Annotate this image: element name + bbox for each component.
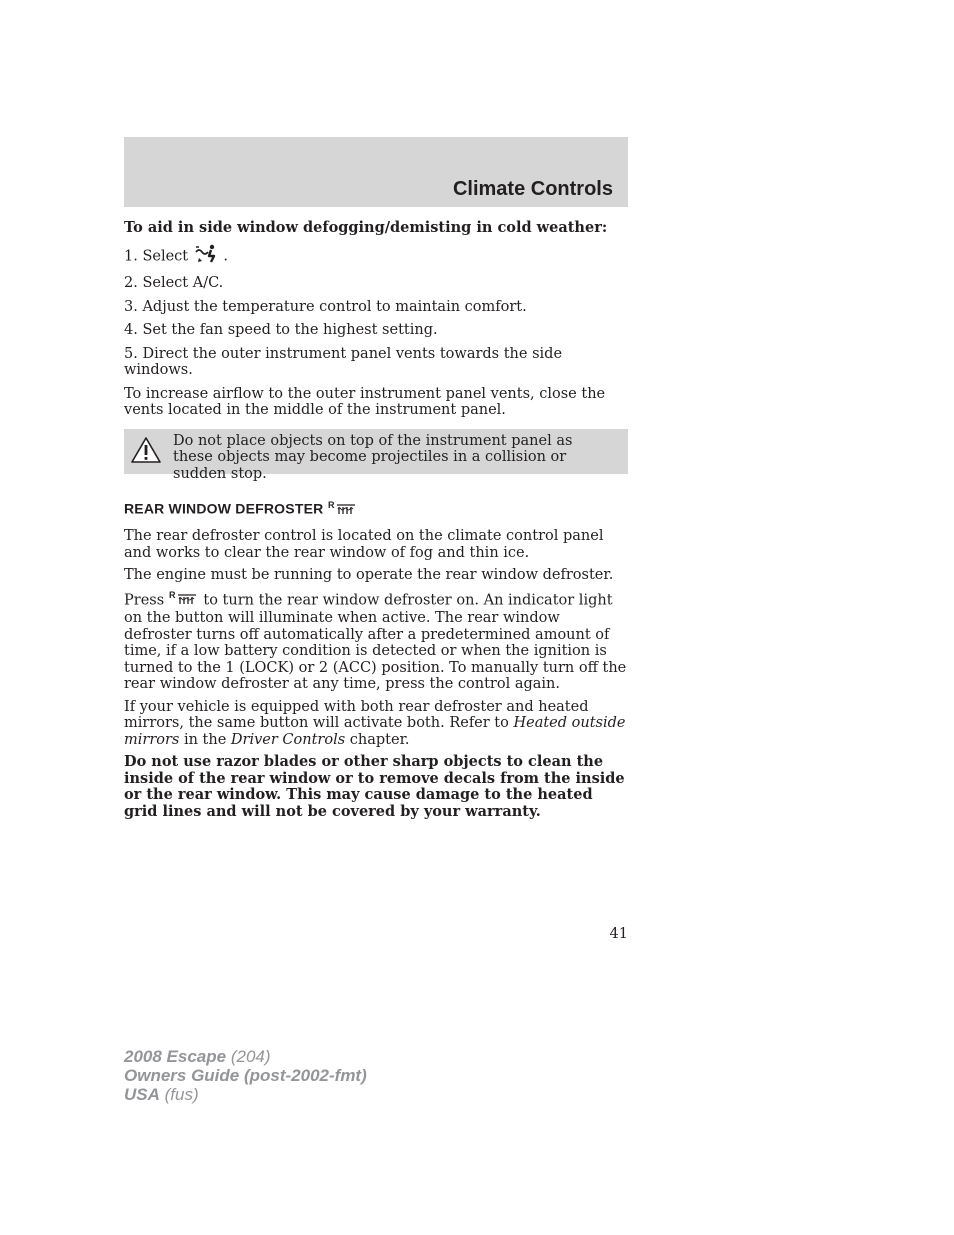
mirrors-text-a: If your vehicle is equipped with both rear defroster and heated mirrors, the same button will activate both. Refer to [124, 698, 589, 731]
defog-step-3: 3. Adjust the temperature control to maintain comfort. [124, 298, 527, 315]
rear-defrost-button-icon [169, 590, 199, 611]
footer-line-1 [124, 1047, 367, 1066]
driver-controls-reference: Driver Controls [230, 731, 346, 748]
section-heading-rear-defroster [124, 500, 628, 520]
defog-step-2: 2. Select A/C. [124, 275, 224, 291]
section-heading-text: REAR WINDOW DEFROSTER [124, 499, 324, 516]
step-1-prefix: 1. Select [124, 247, 189, 264]
footer-model-code: (204) [230, 1047, 271, 1066]
step-1-suffix: . [223, 247, 228, 264]
operation-text: to turn the rear window defroster on. An indicator light on the button will illuminate when active. The rear window defroster turns off automatically after a predetermined amount of time, if a low battery condition is detected or when the ignition is turned to the 1 (LOCK) or 2 (ACC) position. To manually turn off the rear window defroster at any time, press the control again. [124, 591, 627, 692]
rear-defrost-button-icon-letter: R [168, 589, 176, 600]
footer-line-2 [124, 1066, 367, 1085]
defog-lead: To aid in side window defogging/demisting in cold weather: [124, 219, 608, 236]
rear-defroster-location: The rear defroster control is located on the climate control panel and works to clear the rear window of fog and thin ice. [124, 528, 604, 561]
defog-step-1 [124, 244, 628, 269]
rear-defroster-engine-note: The engine must be running to operate the rear window defroster. [124, 567, 614, 583]
press-word: Press [124, 591, 165, 608]
footer-model: 2008 Escape [124, 1047, 227, 1066]
page-number: 41 [609, 926, 628, 942]
warning-text: Do not place objects on top of the instrument panel as these objects may become projectiles in a collision or sudden stop. [173, 432, 573, 482]
footer-guide: Owners Guide (post-2002-fmt) [124, 1066, 367, 1085]
heated-mirrors-reference: Heated outside mirrors [124, 715, 626, 748]
content [124, 220, 628, 826]
warning-triangle-icon [130, 436, 162, 469]
defog-step-4: 4. Set the fan speed to the highest setting. [124, 322, 438, 338]
mirrors-text-c: chapter. [349, 731, 410, 748]
rear-defroster-mirrors-note [124, 699, 628, 749]
rear-defrost-icon [328, 500, 358, 520]
razor-blade-caution: Do not use razor blades or other sharp objects to clean the inside of the rear window or to remove decals from the inside or the rear window. This may cause damage to the heated grid lines and will not be covered by your warranty. [124, 753, 625, 820]
header-band [124, 137, 628, 207]
defog-step-5: 5. Direct the outer instrument panel vents towards the side windows. [124, 345, 563, 378]
footer [124, 1047, 367, 1104]
warning-box [124, 429, 628, 482]
rear-defroster-operation [124, 590, 628, 693]
mirrors-text-b: in the [183, 731, 227, 748]
footer-market: USA [124, 1085, 160, 1104]
page-title: Climate Controls [452, 178, 613, 200]
floor-defrost-mode-icon [193, 244, 219, 269]
rear-defrost-icon-letter: R [327, 499, 335, 510]
footer-line-3 [124, 1085, 367, 1104]
footer-market-code: (fus) [164, 1085, 199, 1104]
defog-airflow-note: To increase airflow to the outer instrument panel vents, close the vents located in the middle of the instrument panel. [124, 385, 606, 418]
